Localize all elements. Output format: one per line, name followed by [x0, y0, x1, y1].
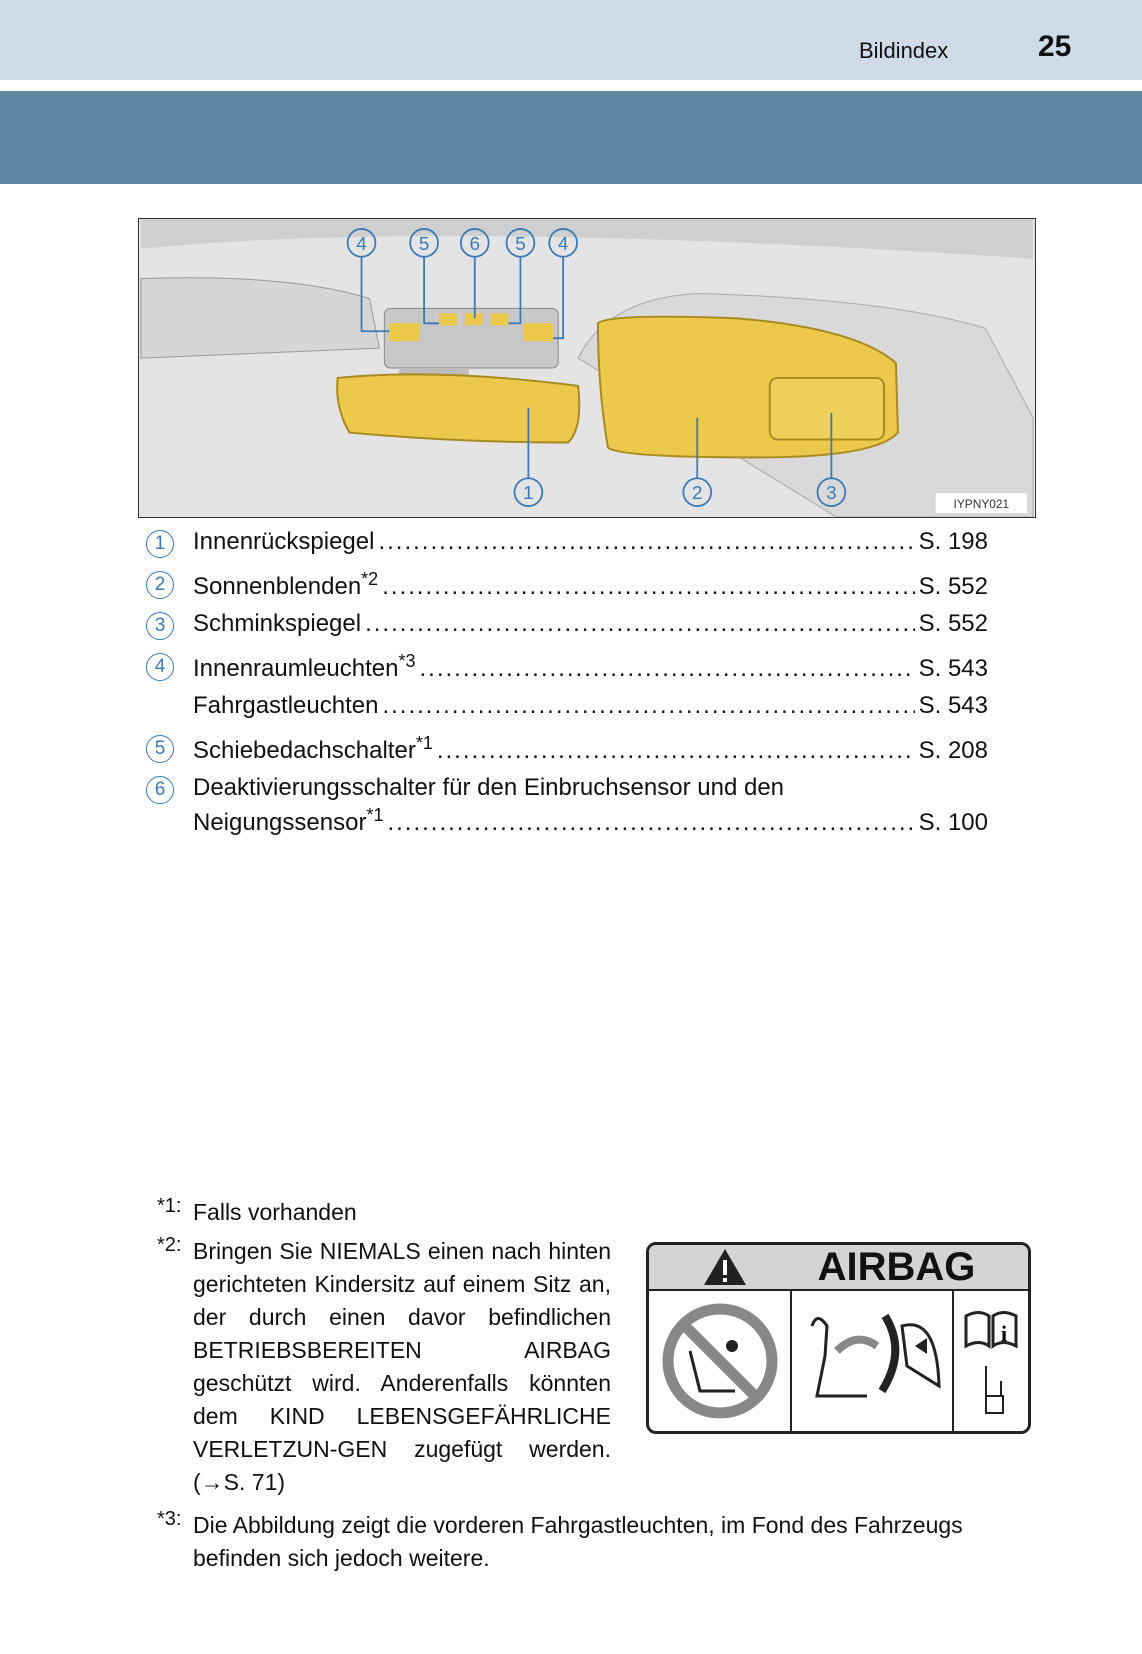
- page-reference[interactable]: S. 198: [918, 528, 988, 555]
- svg-text:4: 4: [557, 232, 569, 254]
- parts-index-list: [146, 528, 988, 846]
- airbag-warning-label: [646, 1242, 1031, 1434]
- footnote-2: *2: Bringen Sie NIEMALS einen nach hinten gerichteten Kindersitz auf einem Sitz an, der durch einen davor befindlichen BETRIEBSBEREITEN AIRBAG geschützt wird. Anderenfalls könnten dem KIND LEBENSGEFÄHRLICHE VERLETZUN-GEN zugefügt werden. (→S. 71): [157, 1234, 611, 1495]
- page-reference[interactable]: S. 543: [918, 655, 988, 682]
- page-reference[interactable]: S. 552: [918, 610, 988, 637]
- page-reference[interactable]: S. 552: [918, 573, 988, 600]
- callout-number: 5: [146, 735, 174, 763]
- header-band: [0, 0, 1142, 80]
- no-child-seat-icon: [649, 1291, 792, 1431]
- svg-text:6: 6: [469, 232, 481, 254]
- svg-text:5: 5: [418, 232, 430, 254]
- callout-number: 1: [146, 530, 174, 558]
- section-title: Bildindex: [859, 38, 949, 63]
- svg-text:1: 1: [523, 482, 534, 504]
- svg-text:3: 3: [826, 482, 837, 504]
- page-reference[interactable]: S. 208: [918, 737, 988, 764]
- list-item: 5 Schiebedachschalter$^{*1}$ ..... S. 208: [146, 733, 988, 774]
- manual-info-icon: [954, 1291, 1028, 1431]
- svg-text:i: i: [1000, 1321, 1008, 1346]
- warning-triangle-icon: [702, 1247, 748, 1287]
- svg-text:5: 5: [515, 232, 526, 254]
- footnote-3: *3: Die Abbildung zeigt die vorderen Fahrgastleuchten, im Fond des Fahrzeugs befinden sich jedoch weitere.: [157, 1508, 963, 1571]
- callout-number: 3: [146, 612, 174, 640]
- list-item: Neigungssensor$^{*1}$ ..... S. 100: [146, 805, 988, 846]
- page-number: 25: [1038, 30, 1072, 63]
- page-reference[interactable]: S. 100: [918, 809, 988, 836]
- list-item: 2 Sonnenblenden$^{*2}$ ..... S. 552: [146, 569, 988, 610]
- callout-number: 4: [146, 653, 174, 681]
- interior-illustration: [138, 218, 1036, 518]
- list-item: 6 Deaktivierungsschalter für den Einbruchsensor und den: [146, 774, 988, 805]
- header-accent-band: [0, 91, 1142, 184]
- callout-number: 2: [146, 571, 174, 599]
- callout-number: 6: [146, 776, 174, 804]
- list-item: 1 Innenrückspiegel ..... S. 198: [146, 528, 988, 569]
- svg-text:2: 2: [692, 482, 703, 504]
- airbag-deploy-icon: [792, 1291, 954, 1431]
- svg-text:4: 4: [356, 232, 367, 254]
- footnote-1: *1: Falls vorhanden: [157, 1195, 357, 1225]
- airbag-title: AIRBAG: [817, 1244, 976, 1289]
- page-reference[interactable]: S. 543: [918, 692, 988, 719]
- list-item: Fahrgastleuchten ..... S. 543: [146, 692, 988, 723]
- image-code: IYPNY021: [953, 497, 1010, 512]
- list-item: 3 Schminkspiegel ..... S. 552: [146, 610, 988, 651]
- list-item: 4 Innenraumleuchten$^{*3}$ ..... S. 543: [146, 651, 988, 692]
